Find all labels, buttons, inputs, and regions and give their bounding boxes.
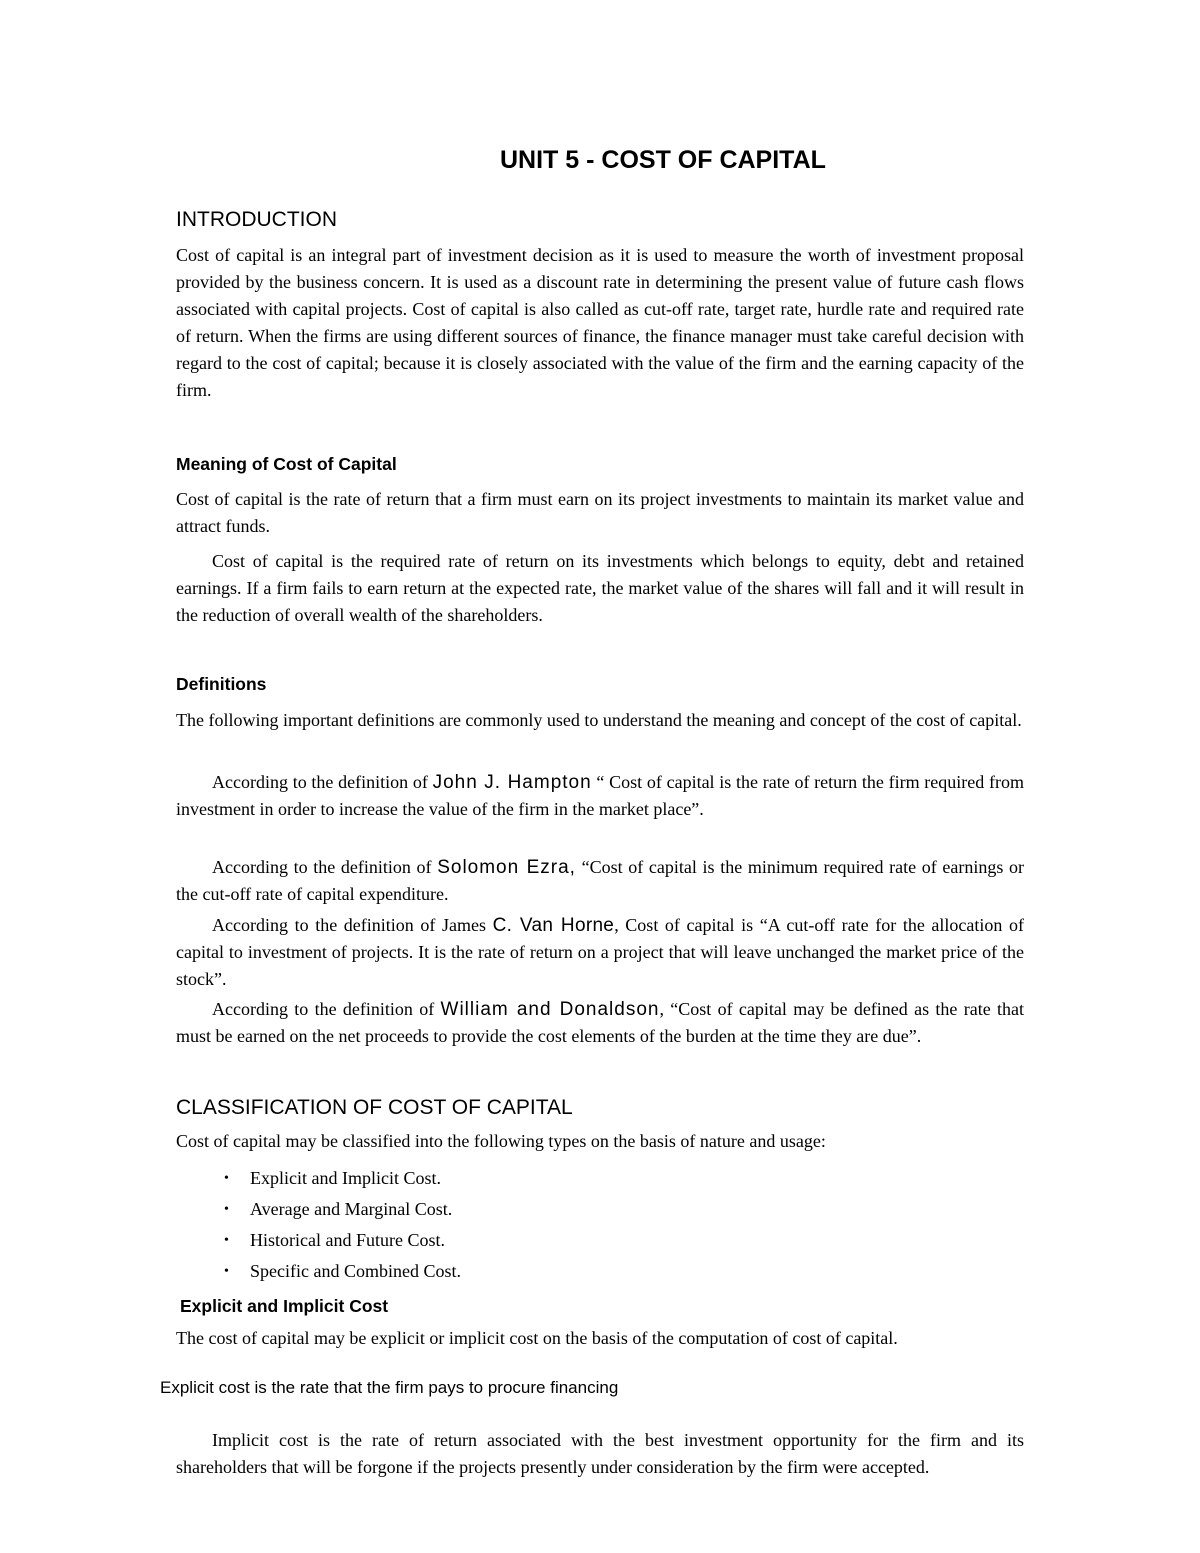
definition-text: , Cost of capital is “A cut-off rate for the allocation of capital to investment of projects. It is the rate of return on a project that will leave unchanged the market price of the stock”. xyxy=(176,915,1025,989)
definition-prefix: According to the definition of xyxy=(212,772,433,792)
bullet-icon: • xyxy=(224,1233,229,1248)
definition-hampton xyxy=(176,769,1024,823)
list-item: • Explicit and Implicit Cost. xyxy=(224,1163,461,1194)
definitions-intro: The following important definitions are commonly used to understand the meaning and concept of the cost of capital. xyxy=(176,710,1022,730)
explicit-cost-text: Explicit cost is the rate that the firm pays to procure financing xyxy=(160,1378,619,1397)
page-title: UNIT 5 - COST OF CAPITAL xyxy=(500,146,826,174)
explicit-implicit-paragraph: The cost of capital may be explicit or implicit cost on the basis of the computation of cost of capital. xyxy=(176,1328,898,1348)
definition-prefix: According to the definition of James xyxy=(212,915,493,935)
definition-text: “ Cost of capital is the rate of return the firm required from investment in order to increase the value of the firm in the market place”. xyxy=(176,772,1024,819)
definition-vanhorne xyxy=(176,912,1024,993)
definitions-heading: Definitions xyxy=(176,674,267,694)
author-name: Solomon Ezra, xyxy=(437,857,576,878)
introduction-heading: INTRODUCTION xyxy=(176,208,337,231)
meaning-heading: Meaning of Cost of Capital xyxy=(176,454,397,474)
meaning-paragraph-2: Cost of capital is the required rate of return on its investments which belongs to equity, debt and retained earnings. If a firm fails to earn return at the expected rate, the market value of the shares will fall and it will result in the reduction of overall wealth of the shareholders. xyxy=(176,551,1024,625)
bullet-icon: • xyxy=(224,1171,229,1186)
bullet-icon: • xyxy=(224,1202,229,1217)
classification-list xyxy=(224,1163,461,1287)
definition-prefix: According to the definition of xyxy=(212,999,441,1019)
meaning-paragraph-1: Cost of capital is the rate of return that a firm must earn on its project investments to maintain its market value and attract funds. xyxy=(176,489,1024,536)
list-item: • Specific and Combined Cost. xyxy=(224,1256,461,1287)
list-item: • Historical and Future Cost. xyxy=(224,1225,461,1256)
definition-text: “Cost of capital is the minimum required rate of earnings or the cut-off rate of capital expenditure. xyxy=(176,857,1024,904)
author-name: C. Van Horne xyxy=(492,915,615,936)
definition-ezra xyxy=(176,854,1024,908)
list-item: • Average and Marginal Cost. xyxy=(224,1194,461,1225)
classification-heading: CLASSIFICATION OF COST OF CAPITAL xyxy=(176,1096,573,1119)
author-name: William and Donaldson xyxy=(440,999,660,1020)
implicit-cost-paragraph: Implicit cost is the rate of return associated with the best investment opportunity for the firm and its shareholders that will be forgone if the projects presently under consideration by the firm were accepted. xyxy=(176,1430,1024,1477)
explicit-implicit-heading: Explicit and Implicit Cost xyxy=(180,1296,389,1316)
classification-intro: Cost of capital may be classified into the following types on the basis of nature and usage: xyxy=(176,1131,826,1151)
definition-donaldson xyxy=(176,996,1024,1050)
bullet-icon: • xyxy=(224,1264,229,1279)
introduction-paragraph: Cost of capital is an integral part of investment decision as it is used to measure the worth of investment proposal provided by the business concern. It is used as a discount rate in determining the present value of future cash flows associated with capital projects. Cost of capital is also called as cut-off rate, target rate, hurdle rate and required rate of return. When the firms are using different sources of finance, the finance manager must take careful decision with regard to the cost of capital; because it is closely associated with the value of the firm and the earning capacity of the firm. xyxy=(176,245,1024,400)
author-name: John J. Hampton xyxy=(432,772,592,793)
definition-prefix: According to the definition of xyxy=(212,857,438,877)
definition-text: , “Cost of capital may be defined as the rate that must be earned on the net proceeds to provide the cost elements of the burden at the time they are due”. xyxy=(176,999,1024,1046)
